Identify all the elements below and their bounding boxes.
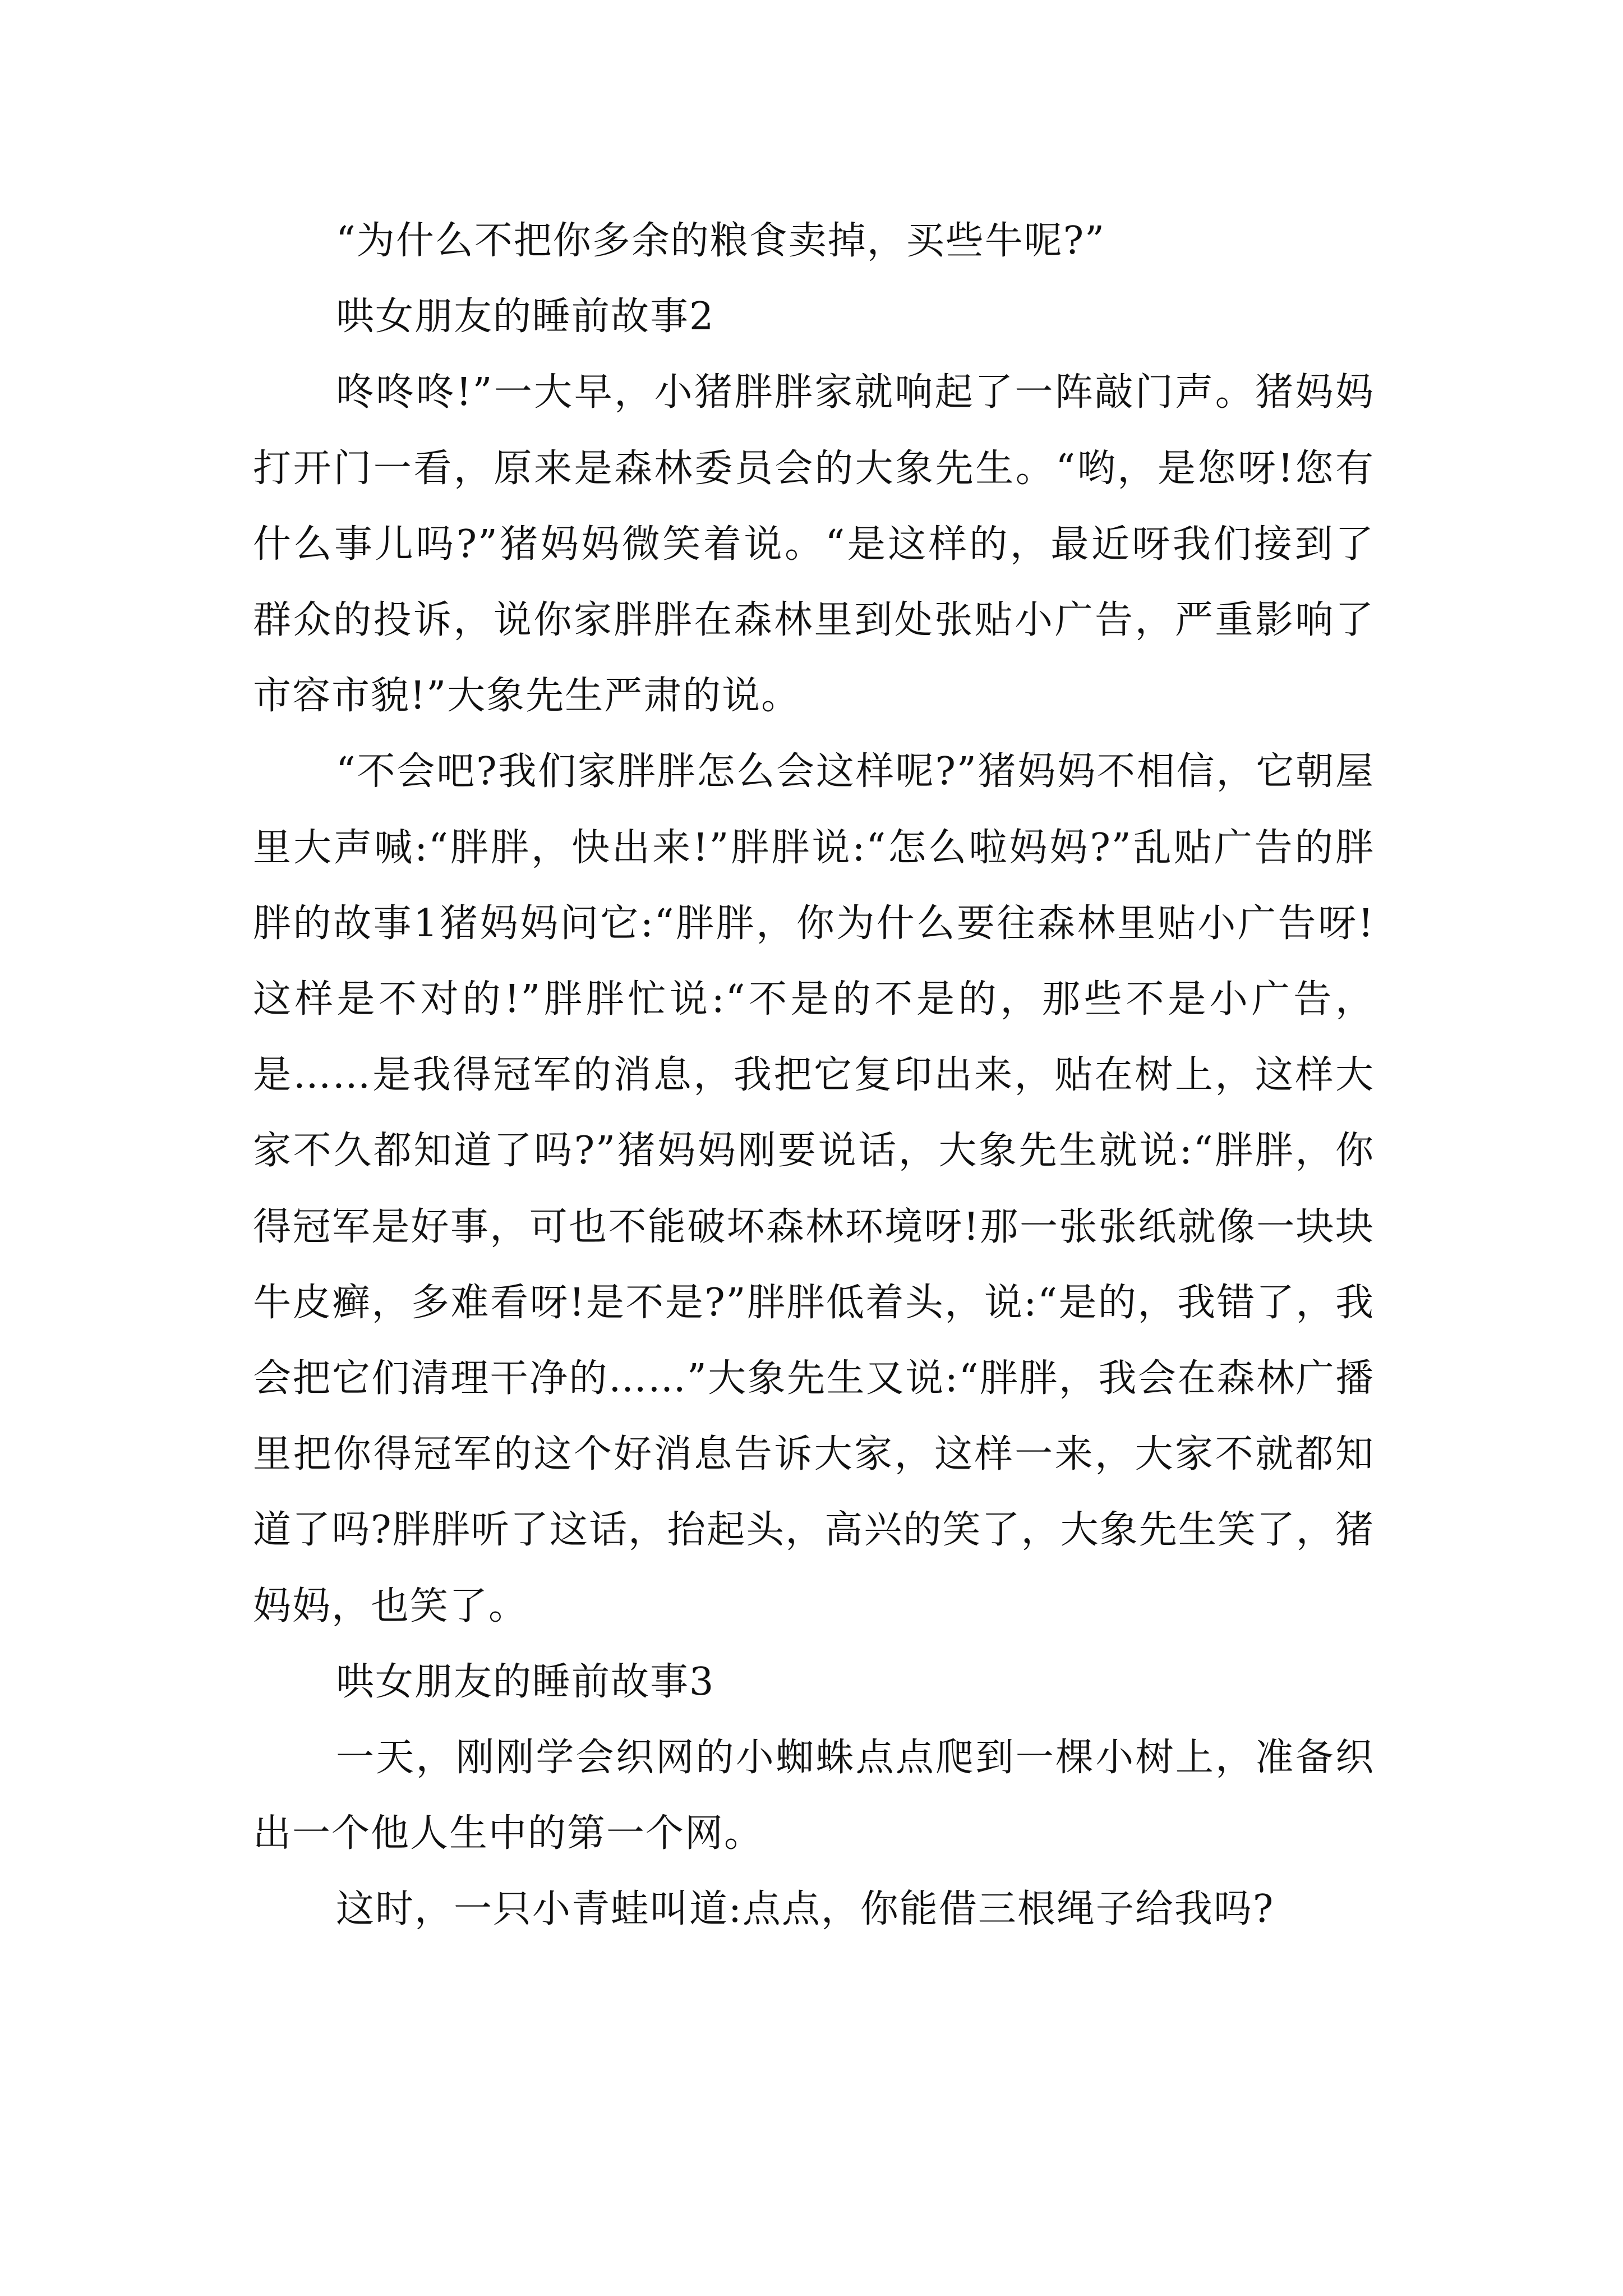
paragraph-quote-grain: “为什么不把你多余的粮食卖掉，买些牛呢?” (336, 219, 1105, 263)
document-body (253, 203, 1375, 1948)
paragraph-pangpang-ads: “不会吧?我们家胖胖怎么会这样呢?”猪妈妈不相信，它朝屋里大声喊:“胖胖，快出来!”胖胖说:“怎么啦妈妈?”乱贴广告的胖胖的故事1猪妈妈问它:“胖胖，你为什么要往森林里贴小广告呀!这样是不对的!”胖胖忙说:“不是的不是的，那些不是小广告，是……是我得冠军的消息，我把它复印出来，贴在树上，这样大家不久都知道了吗?”猪妈妈刚要说话，大象先生就说:“胖胖，你得冠军是好事，可也不能破坏森林环境呀!那一张张纸就像一块块牛皮癣，多难看呀!是不是?”胖胖低着头，说:“是的，我错了，我会把它们清理干净的……”大象先生又说:“胖胖，我会在森林广播里把你得冠军的这个好消息告诉大家，这样一来，大家不就都知道了吗?胖胖听了这话，抬起头，高兴的笑了，大象先生笑了，猪妈妈，也笑了。 (253, 749, 1375, 1628)
paragraph-knock-door: 咚咚咚!”一大早，小猪胖胖家就响起了一阵敲门声。猪妈妈打开门一看，原来是森林委员会的大象先生。“哟，是您呀!您有什么事儿吗?”猪妈妈微笑着说。“是这样的，最近呀我们接到了群众的投诉，说你家胖胖在森林里到处张贴小广告，严重影响了市容市貌!”大象先生严肃的说。 (253, 370, 1375, 719)
heading-story-2: 哄女朋友的睡前故事2 (336, 295, 715, 339)
heading-story-3: 哄女朋友的睡前故事3 (336, 1659, 715, 1704)
paragraph-frog: 这时，一只小青蛙叫道:点点，你能借三根绳子给我吗? (336, 1887, 1275, 1932)
paragraph-spider: 一天，刚刚学会织网的小蜘蛛点点爬到一棵小树上，准备织出一个他人生中的第一个网。 (253, 1736, 1375, 1856)
